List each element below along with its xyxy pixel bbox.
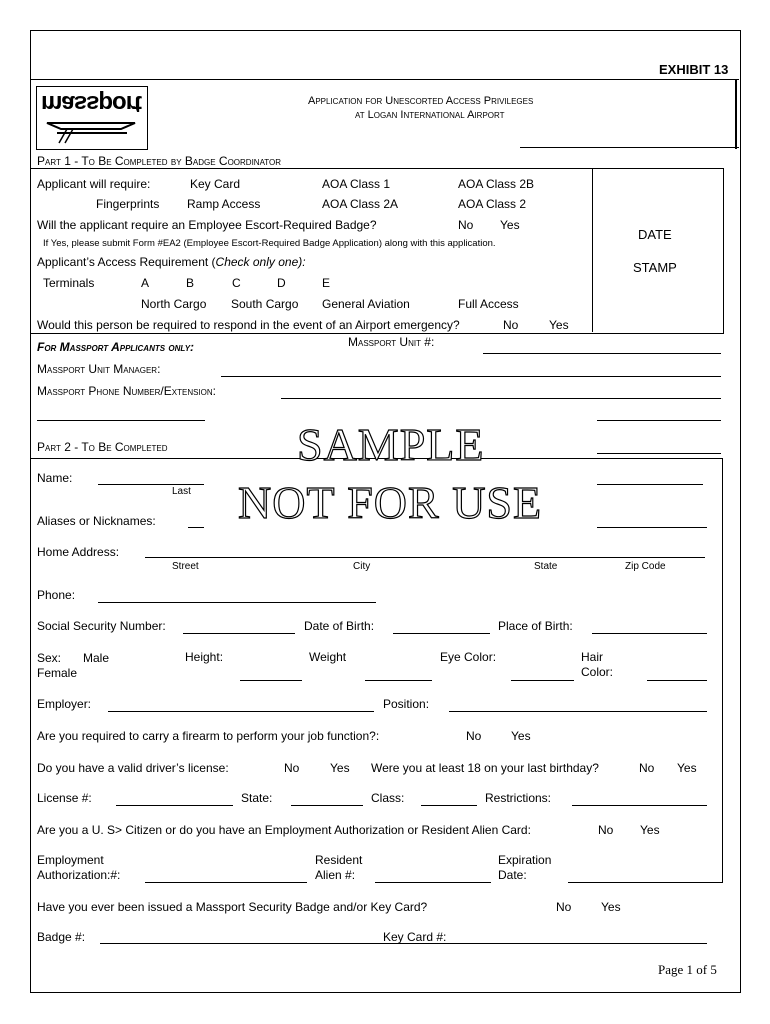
phone-label: Phone:: [37, 588, 76, 602]
access-requirement-instruction: Check only one):: [215, 255, 306, 269]
escort-question: Will the applicant require an Employee Escort-Required Badge?: [37, 218, 377, 232]
license-number-label: License #:: [37, 791, 92, 805]
badge-no-option[interactable]: No: [556, 900, 572, 914]
expiration-date-field[interactable]: [568, 882, 722, 883]
phone-field[interactable]: [98, 602, 376, 603]
option-aoa-class-1[interactable]: AOA Class 1: [322, 177, 391, 191]
emergency-yes-option[interactable]: Yes: [549, 318, 569, 332]
header-rule: [30, 79, 739, 80]
pob-field[interactable]: [592, 633, 707, 634]
terminal-e-option[interactable]: E: [322, 276, 331, 290]
full-access-option[interactable]: Full Access: [458, 297, 519, 311]
massport-logo: [36, 86, 148, 150]
key-card-number-label: Key Card #:: [383, 930, 447, 944]
badge-keycard-field[interactable]: [100, 943, 707, 944]
height-field[interactable]: [240, 680, 302, 681]
header-bottom-rule: [520, 147, 739, 148]
license-no-option[interactable]: No: [284, 761, 300, 775]
option-fingerprints[interactable]: Fingerprints: [96, 197, 160, 211]
license-state-label: State:: [241, 791, 273, 805]
south-cargo-option[interactable]: South Cargo: [231, 297, 299, 311]
part2-heading: Part 2 - To Be Completed: [37, 440, 168, 454]
employment-label: Employment: [37, 853, 104, 867]
alien-number-label: Alien #:: [315, 868, 356, 882]
option-key-card[interactable]: Key Card: [190, 177, 241, 191]
position-field[interactable]: [449, 711, 707, 712]
stamp-divider: [592, 168, 593, 332]
separator-right: [597, 420, 721, 421]
citizen-question: Are you a U. S> Citizen or do you have an Employment Authorization or Resident Alien Card:: [37, 823, 531, 837]
option-ramp-access[interactable]: Ramp Access: [187, 197, 261, 211]
option-aoa-class-2b[interactable]: AOA Class 2B: [458, 177, 535, 191]
massport-unit-label: Massport Unit #:: [348, 335, 435, 349]
state-caption: State: [534, 561, 558, 572]
massport-unit-manager-label: Massport Unit Manager:: [37, 362, 161, 376]
applicant-require-label: Applicant will require:: [37, 177, 151, 191]
license-number-field[interactable]: [116, 805, 233, 806]
height-label: Height:: [185, 650, 224, 664]
license-state-field[interactable]: [291, 805, 363, 806]
exhibit-label: EXHIBIT 13: [659, 62, 729, 77]
terminal-c-option[interactable]: C: [232, 276, 241, 290]
massport-unit-manager-field[interactable]: [221, 376, 721, 377]
badge-question: Have you ever been issued a Massport Security Badge and/or Key Card?: [37, 900, 428, 914]
aliases-field-right[interactable]: [597, 527, 707, 528]
massport-applicants-heading: For Massport Applicants only:: [37, 340, 195, 354]
street-caption: Street: [172, 561, 199, 572]
employment-authorization-field[interactable]: [145, 882, 307, 883]
aliases-field[interactable]: [188, 527, 204, 528]
age-question: Were you at least 18 on your last birthday?: [371, 761, 599, 775]
form-title-line1: Application for Unescorted Access Privileges: [308, 95, 534, 107]
weight-field[interactable]: [365, 680, 432, 681]
airplane-icon: [37, 115, 145, 145]
badge-yes-option[interactable]: Yes: [601, 900, 621, 914]
general-aviation-option[interactable]: General Aviation: [322, 297, 410, 311]
massport-phone-label: Massport Phone Number/Extension:: [37, 384, 216, 398]
option-aoa-class-2a[interactable]: AOA Class 2A: [322, 197, 399, 211]
page-number: Page 1 of 5: [658, 962, 717, 977]
ssn-label: Social Security Number:: [37, 619, 166, 633]
expiration-date-label: Date:: [498, 868, 527, 882]
citizen-no-option[interactable]: No: [598, 823, 614, 837]
hair-color-field[interactable]: [647, 680, 707, 681]
stamp-label: STAMP: [633, 260, 677, 275]
citizen-yes-option[interactable]: Yes: [640, 823, 660, 837]
dob-field[interactable]: [393, 633, 490, 634]
access-requirement-label: [37, 255, 306, 269]
license-yes-option[interactable]: Yes: [330, 761, 350, 775]
firearm-question: Are you required to carry a firearm to perform your job function?:: [37, 729, 380, 743]
name-field[interactable]: [98, 484, 204, 485]
terminal-b-option[interactable]: B: [186, 276, 195, 290]
license-class-label: Class:: [371, 791, 405, 805]
north-cargo-option[interactable]: North Cargo: [141, 297, 207, 311]
sex-male-option[interactable]: Male: [83, 651, 110, 665]
emergency-question: Would this person be required to respond in the event of an Airport emergency?: [37, 318, 460, 332]
option-aoa-class-2[interactable]: AOA Class 2: [458, 197, 527, 211]
escort-yes-option[interactable]: Yes: [500, 218, 520, 232]
terminal-a-option[interactable]: A: [141, 276, 150, 290]
escort-note: If Yes, please submit Form #EA2 (Employee Escort-Required Badge Application) along with this application.: [43, 238, 496, 249]
escort-no-option[interactable]: No: [458, 218, 474, 232]
employment-authorization-label: Authorization:#:: [37, 868, 121, 882]
alien-number-field[interactable]: [375, 882, 491, 883]
license-class-field[interactable]: [421, 805, 477, 806]
position-label: Position:: [383, 697, 430, 711]
emergency-no-option[interactable]: No: [503, 318, 519, 332]
sex-female-option[interactable]: Female: [37, 666, 78, 680]
name-label: Name:: [37, 471, 73, 485]
watermark-sample: SAMPLE: [297, 419, 485, 470]
massport-phone-field[interactable]: [281, 398, 721, 399]
part2-heading-rule: [597, 453, 721, 454]
employer-field[interactable]: [108, 711, 374, 712]
terminals-label: Terminals: [43, 276, 95, 290]
last-name-caption: Last: [172, 486, 191, 497]
watermark-not-for-use: NOT FOR USE: [238, 477, 543, 528]
form-title-line2: at Logan International Airport: [355, 109, 505, 121]
hair-color-label: Color:: [581, 665, 614, 679]
badge-number-label: Badge #:: [37, 930, 86, 944]
separator-left: [37, 420, 205, 421]
age-yes-option[interactable]: Yes: [677, 761, 697, 775]
firearm-yes-option[interactable]: Yes: [511, 729, 531, 743]
sex-label: Sex:: [37, 651, 62, 665]
access-requirement-text: Applicant’s Access Requirement (: [37, 255, 216, 269]
eye-color-field[interactable]: [511, 680, 574, 681]
city-caption: City: [353, 561, 371, 572]
restrictions-label: Restrictions:: [485, 791, 552, 805]
eye-color-label: Eye Color:: [440, 650, 497, 664]
logo-wordmark: massport: [41, 90, 142, 117]
firearm-no-option[interactable]: No: [466, 729, 482, 743]
aliases-label: Aliases or Nicknames:: [37, 514, 156, 528]
home-address-field[interactable]: [145, 557, 705, 558]
weight-label: Weight: [309, 650, 347, 664]
age-no-option[interactable]: No: [639, 761, 655, 775]
name-field-right[interactable]: [597, 484, 703, 485]
part1-heading: Part 1 - To Be Completed by Badge Coordinator: [37, 154, 282, 168]
expiration-label: Expiration: [498, 853, 552, 867]
pob-label: Place of Birth:: [498, 619, 573, 633]
employer-label: Employer:: [37, 697, 92, 711]
dob-label: Date of Birth:: [304, 619, 375, 633]
hair-label: Hair: [581, 650, 604, 664]
date-label: DATE: [638, 227, 672, 242]
right-bar: [735, 79, 737, 149]
zip-caption: Zip Code: [625, 561, 666, 572]
massport-unit-field[interactable]: [483, 353, 721, 354]
restrictions-field[interactable]: [572, 805, 707, 806]
ssn-field[interactable]: [183, 633, 295, 634]
home-address-label: Home Address:: [37, 545, 120, 559]
terminal-d-option[interactable]: D: [277, 276, 286, 290]
license-question: Do you have a valid driver’s license:: [37, 761, 229, 775]
resident-label: Resident: [315, 853, 363, 867]
